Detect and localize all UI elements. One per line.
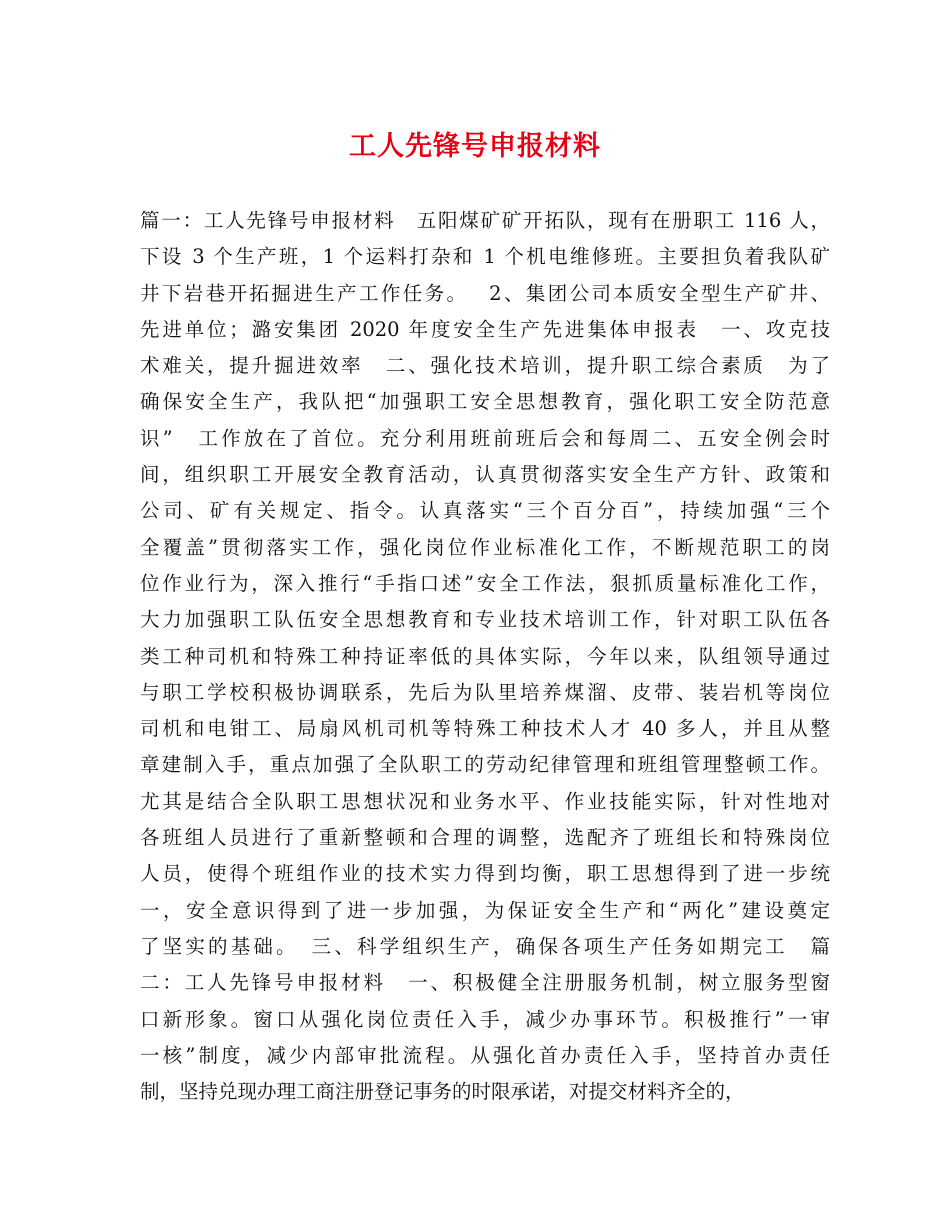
body-line: 先进单位；潞安集团 2020 年度安全生产先进集体申报表 一、攻克技 xyxy=(140,317,830,341)
body-line: 公司、矿有关规定、指令。认真落实“三个百分百”，持续加强“三个 xyxy=(140,499,830,523)
body-line: 下设 3 个生产班，1 个运料打杂和 1 个机电维修班。主要担负着我队矿 xyxy=(140,245,830,269)
body-line: 尤其是结合全队职工思想状况和业务水平、作业技能实际，针对性地对 xyxy=(140,789,830,813)
body-line: 一，安全意识得到了进一步加强，为保证安全生产和“两化”建设奠定 xyxy=(140,898,830,922)
body-line: 章建制入手，重点加强了全队职工的劳动纪律管理和班组管理整顿工作。 xyxy=(140,753,830,777)
body-line: 类工种司机和特殊工种持证率低的具体实际，今年以来，队组领导通过 xyxy=(140,644,830,668)
body-line: 间，组织职工开展安全教育活动，认真贯彻落实安全生产方针、政策和 xyxy=(140,463,830,487)
body-line: 司机和电钳工、局扇风机司机等特殊工种技术人才 40 多人，并且从整 xyxy=(140,717,830,741)
body-line: 二：工人先锋号申报材料 一、积极健全注册服务机制，树立服务型窗 xyxy=(140,971,830,995)
body-line: 识” 工作放在了首位。充分利用班前班后会和每周二、五安全例会时 xyxy=(140,426,830,450)
body-line: 一核”制度，减少内部审批流程。从强化首办责任入手，坚持首办责任 xyxy=(140,1043,830,1067)
body-line: 大力加强职工队伍安全思想教育和专业技术培训工作，针对职工队伍各 xyxy=(140,608,830,632)
body-line: 人员，使得个班组作业的技术实力得到均衡，职工思想得到了进一步统 xyxy=(140,862,830,886)
body-line: 井下岩巷开拓掘进生产工作任务。 2、集团公司本质安全型生产矿井、 xyxy=(140,281,830,305)
body-line: 术难关，提升掘进效率 二、强化技术培训，提升职工综合素质 为了 xyxy=(140,354,830,378)
body-line: 确保安全生产，我队把“加强职工安全思想教育，强化职工安全防范意 xyxy=(140,390,830,414)
body-line: 口新形象。窗口从强化岗位责任入手，减少办事环节。积极推行”一审 xyxy=(140,1007,830,1031)
document-body xyxy=(140,203,830,1110)
body-line: 了坚实的基础。 三、科学组织生产，确保各项生产任务如期完工 篇 xyxy=(140,934,830,958)
document-title: 工人先锋号申报材料 xyxy=(349,131,601,162)
body-line: 位作业行为，深入推行“手指口述”安全工作法，狠抓质量标准化工作， xyxy=(140,571,830,595)
body-line: 与职工学校积极协调联系，先后为队里培养煤溜、皮带、装岩机等岗位 xyxy=(140,680,830,704)
body-line: 篇一：工人先锋号申报材料 五阳煤矿矿开拓队，现有在册职工 116 人， xyxy=(140,209,830,232)
body-line: 各班组人员进行了重新整顿和合理的调整，选配齐了班组长和特殊岗位 xyxy=(140,826,830,850)
body-line: 全覆盖”贯彻落实工作，强化岗位作业标准化工作，不断规范职工的岗 xyxy=(140,535,830,559)
body-line: 制，坚持兑现办理工商注册登记事务的时限承诺，对提交材料齐全的， xyxy=(140,1080,745,1104)
